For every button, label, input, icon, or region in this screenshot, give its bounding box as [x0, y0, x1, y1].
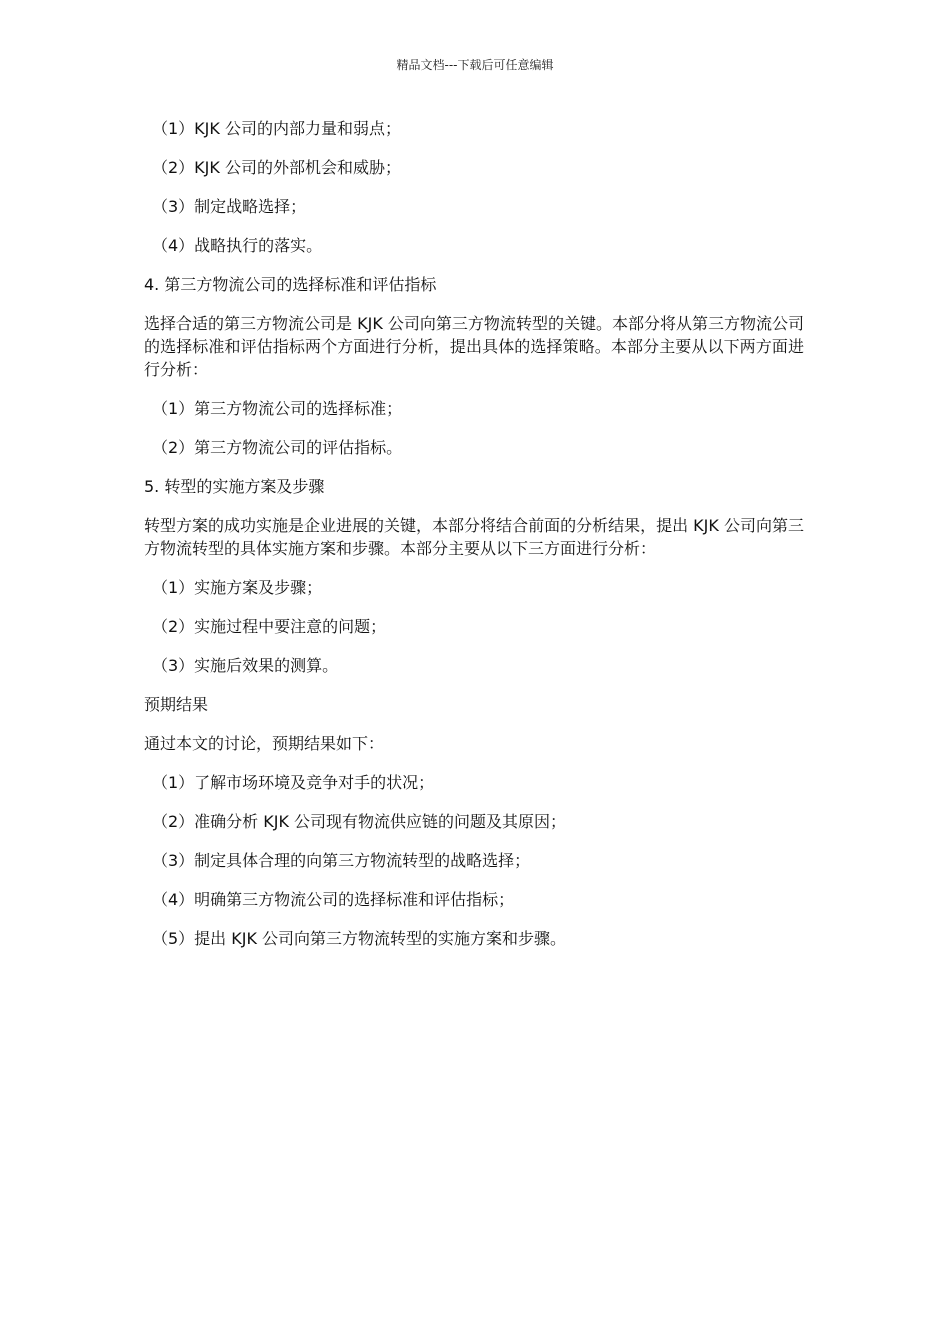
section-heading-expected-results: 预期结果: [144, 695, 209, 714]
list-item-result-2: （2）准确分析 KJK 公司现有物流供应链的问题及其原因；: [152, 812, 567, 831]
section-5-body: 转型方案的成功实施是企业进展的关键，本部分将结合前面的分析结果，提出 KJK 公司向第三方物流转型的具体实施方案和步骤。本部分主要从以下三方面进行分析：: [144, 516, 804, 558]
list-item-implementation-issues: （2）实施过程中要注意的问题；: [152, 617, 387, 636]
expected-results-intro: 通过本文的讨论，预期结果如下：: [144, 734, 385, 753]
list-item-result-3: （3）制定具体合理的向第三方物流转型的战略选择；: [152, 851, 531, 870]
list-item-result-5: （5）提出 KJK 公司向第三方物流转型的实施方案和步骤。: [152, 929, 567, 948]
list-item-internal-strengths: （1）KJK 公司的内部力量和弱点；: [152, 119, 401, 138]
list-item-strategy-execution: （4）战略执行的落实。: [152, 236, 323, 255]
list-item-implementation-plan: （1）实施方案及步骤；: [152, 578, 323, 597]
list-item-result-4: （4）明确第三方物流公司的选择标准和评估指标；: [152, 890, 515, 909]
section-4-body: 选择合适的第三方物流公司是 KJK 公司向第三方物流转型的关键。本部分将从第三方物流公司的选择标准和评估指标两个方面进行分析，提出具体的选择策略。本部分主要从以下两方面进行分析：: [144, 314, 804, 379]
page-header: 精品文档---下载后可任意编辑: [396, 58, 554, 72]
section-heading-5: 5. 转型的实施方案及步骤: [144, 477, 325, 496]
list-item-evaluation-indicators: （2）第三方物流公司的评估指标。: [152, 438, 403, 457]
list-item-effect-measurement: （3）实施后效果的测算。: [152, 656, 339, 675]
document-body: [144, 117, 804, 966]
list-item-selection-criteria: （1）第三方物流公司的选择标准；: [152, 399, 403, 418]
list-item-strategy-choice: （3）制定战略选择；: [152, 197, 307, 216]
section-heading-4: 4. 第三方物流公司的选择标准和评估指标: [144, 275, 437, 294]
list-item-external-opportunities: （2）KJK 公司的外部机会和威胁；: [152, 158, 401, 177]
list-item-result-1: （1）了解市场环境及竞争对手的状况；: [152, 773, 435, 792]
